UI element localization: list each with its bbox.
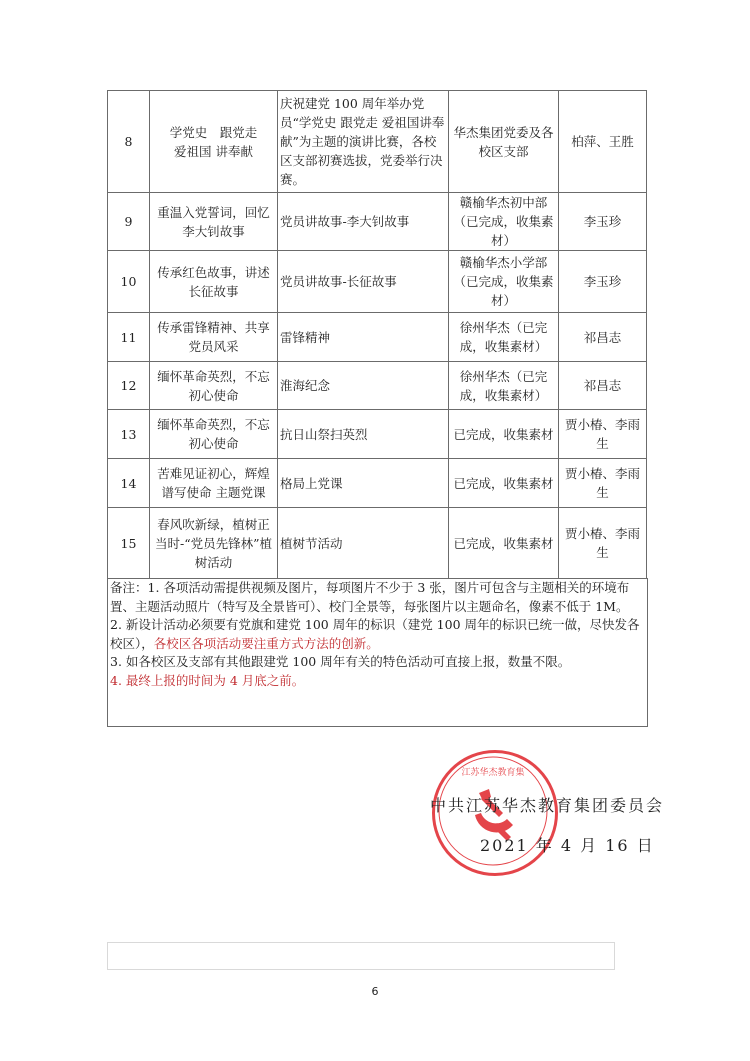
row-unit: 赣榆华杰小学部（已完成，收集素材） — [449, 251, 559, 313]
row-owner: 祁昌志 — [559, 313, 647, 362]
row-number: 14 — [108, 459, 150, 508]
row-unit: 徐州华杰（已完成，收集素材） — [449, 362, 559, 410]
note-item-2-highlight: 各校区各项活动要注重方式方法的创新。 — [153, 635, 379, 651]
row-content: 淮海纪念 — [278, 362, 449, 410]
row-number: 10 — [108, 251, 150, 313]
row-theme: 重温入党誓词，回忆李大钊故事 — [150, 193, 278, 251]
table-row — [108, 91, 647, 193]
row-theme: 春风吹新绿，植树正当时-“党员先锋林”植树活动 — [150, 508, 278, 579]
row-number: 13 — [108, 410, 150, 459]
svg-text:江苏华杰教育集: 江苏华杰教育集 — [461, 768, 525, 778]
row-unit: 已完成，收集素材 — [449, 459, 559, 508]
row-number: 8 — [108, 91, 150, 193]
activity-table — [107, 90, 647, 579]
row-content: 格局上党课 — [278, 459, 449, 508]
table-row — [108, 193, 647, 251]
table-row — [108, 410, 647, 459]
row-unit: 赣榆华杰初中部（已完成，收集素材） — [449, 193, 559, 251]
note-item-2-text: 2. 新设计活动必须要有党旗和建党 100 周年的标识（建党 100 周年的标识已统一做，尽快发各校区）， — [110, 617, 640, 651]
row-owner: 李玉珍 — [559, 251, 647, 313]
row-number: 9 — [108, 193, 150, 251]
row-theme: 传承红色故事，讲述长征故事 — [150, 251, 278, 313]
table-row — [108, 313, 647, 362]
note-item-4: 4. 最终上报的时间为 4 月底之前。 — [110, 672, 305, 688]
signing-date: 2021 年 4 月 16 日 — [480, 836, 655, 855]
table-row — [108, 362, 647, 410]
row-content: 植树节活动 — [278, 508, 449, 579]
table-row — [108, 508, 647, 579]
row-unit: 已完成，收集素材 — [449, 508, 559, 579]
signing-organization: 中共江苏华杰教育集团委员会 — [430, 796, 665, 815]
row-content: 雷锋精神 — [278, 313, 449, 362]
row-content: 抗日山祭扫英烈 — [278, 410, 449, 459]
note-item-3: 3. 如各校区及支部有其他跟建党 100 周年有关的特色活动可直接上报，数量不限。 — [110, 654, 571, 669]
row-content: 党员讲故事-长征故事 — [278, 251, 449, 313]
note-item-1: 备注：1. 各项活动需提供视频及图片，每项图片不少于 3 张，图片可包含与主题相关的环境布置、主题活动照片（特写及全景皆可）、校门全景等，每张图片以主题命名，像素不低于 1M。 — [110, 580, 630, 614]
table-row — [108, 251, 647, 313]
note-item-2 — [110, 616, 645, 653]
row-theme: 苦难见证初心，辉煌谱写使命 主题党课 — [150, 459, 278, 508]
row-owner: 李玉珍 — [559, 193, 647, 251]
notes-section — [107, 578, 648, 727]
row-unit: 已完成，收集素材 — [449, 410, 559, 459]
row-content: 党员讲故事-李大钊故事 — [278, 193, 449, 251]
row-theme: 缅怀革命英烈，不忘初心使命 — [150, 410, 278, 459]
row-unit: 徐州华杰（已完成，收集素材） — [449, 313, 559, 362]
row-theme: 学党史 跟党走 爱祖国 讲奉献 — [150, 91, 278, 193]
row-owner: 贾小椿、李雨生 — [559, 459, 647, 508]
table-row — [108, 459, 647, 508]
row-number: 15 — [108, 508, 150, 579]
row-number: 11 — [108, 313, 150, 362]
page-number: 6 — [371, 985, 379, 998]
row-theme: 传承雷锋精神、共享党员风采 — [150, 313, 278, 362]
row-owner: 贾小椿、李雨生 — [559, 410, 647, 459]
footer-box — [107, 942, 615, 970]
row-theme: 缅怀革命英烈，不忘初心使命 — [150, 362, 278, 410]
row-owner: 贾小椿、李雨生 — [559, 508, 647, 579]
row-owner: 柏萍、王胜 — [559, 91, 647, 193]
row-unit: 华杰集团党委及各校区支部 — [449, 91, 559, 193]
row-content: 庆祝建党 100 周年举办党员“学党史 跟党走 爱祖国讲奉献”为主题的演讲比赛，各校区支部初赛选拔，党委举行决赛。 — [278, 91, 449, 193]
row-number: 12 — [108, 362, 150, 410]
row-owner: 祁昌志 — [559, 362, 647, 410]
